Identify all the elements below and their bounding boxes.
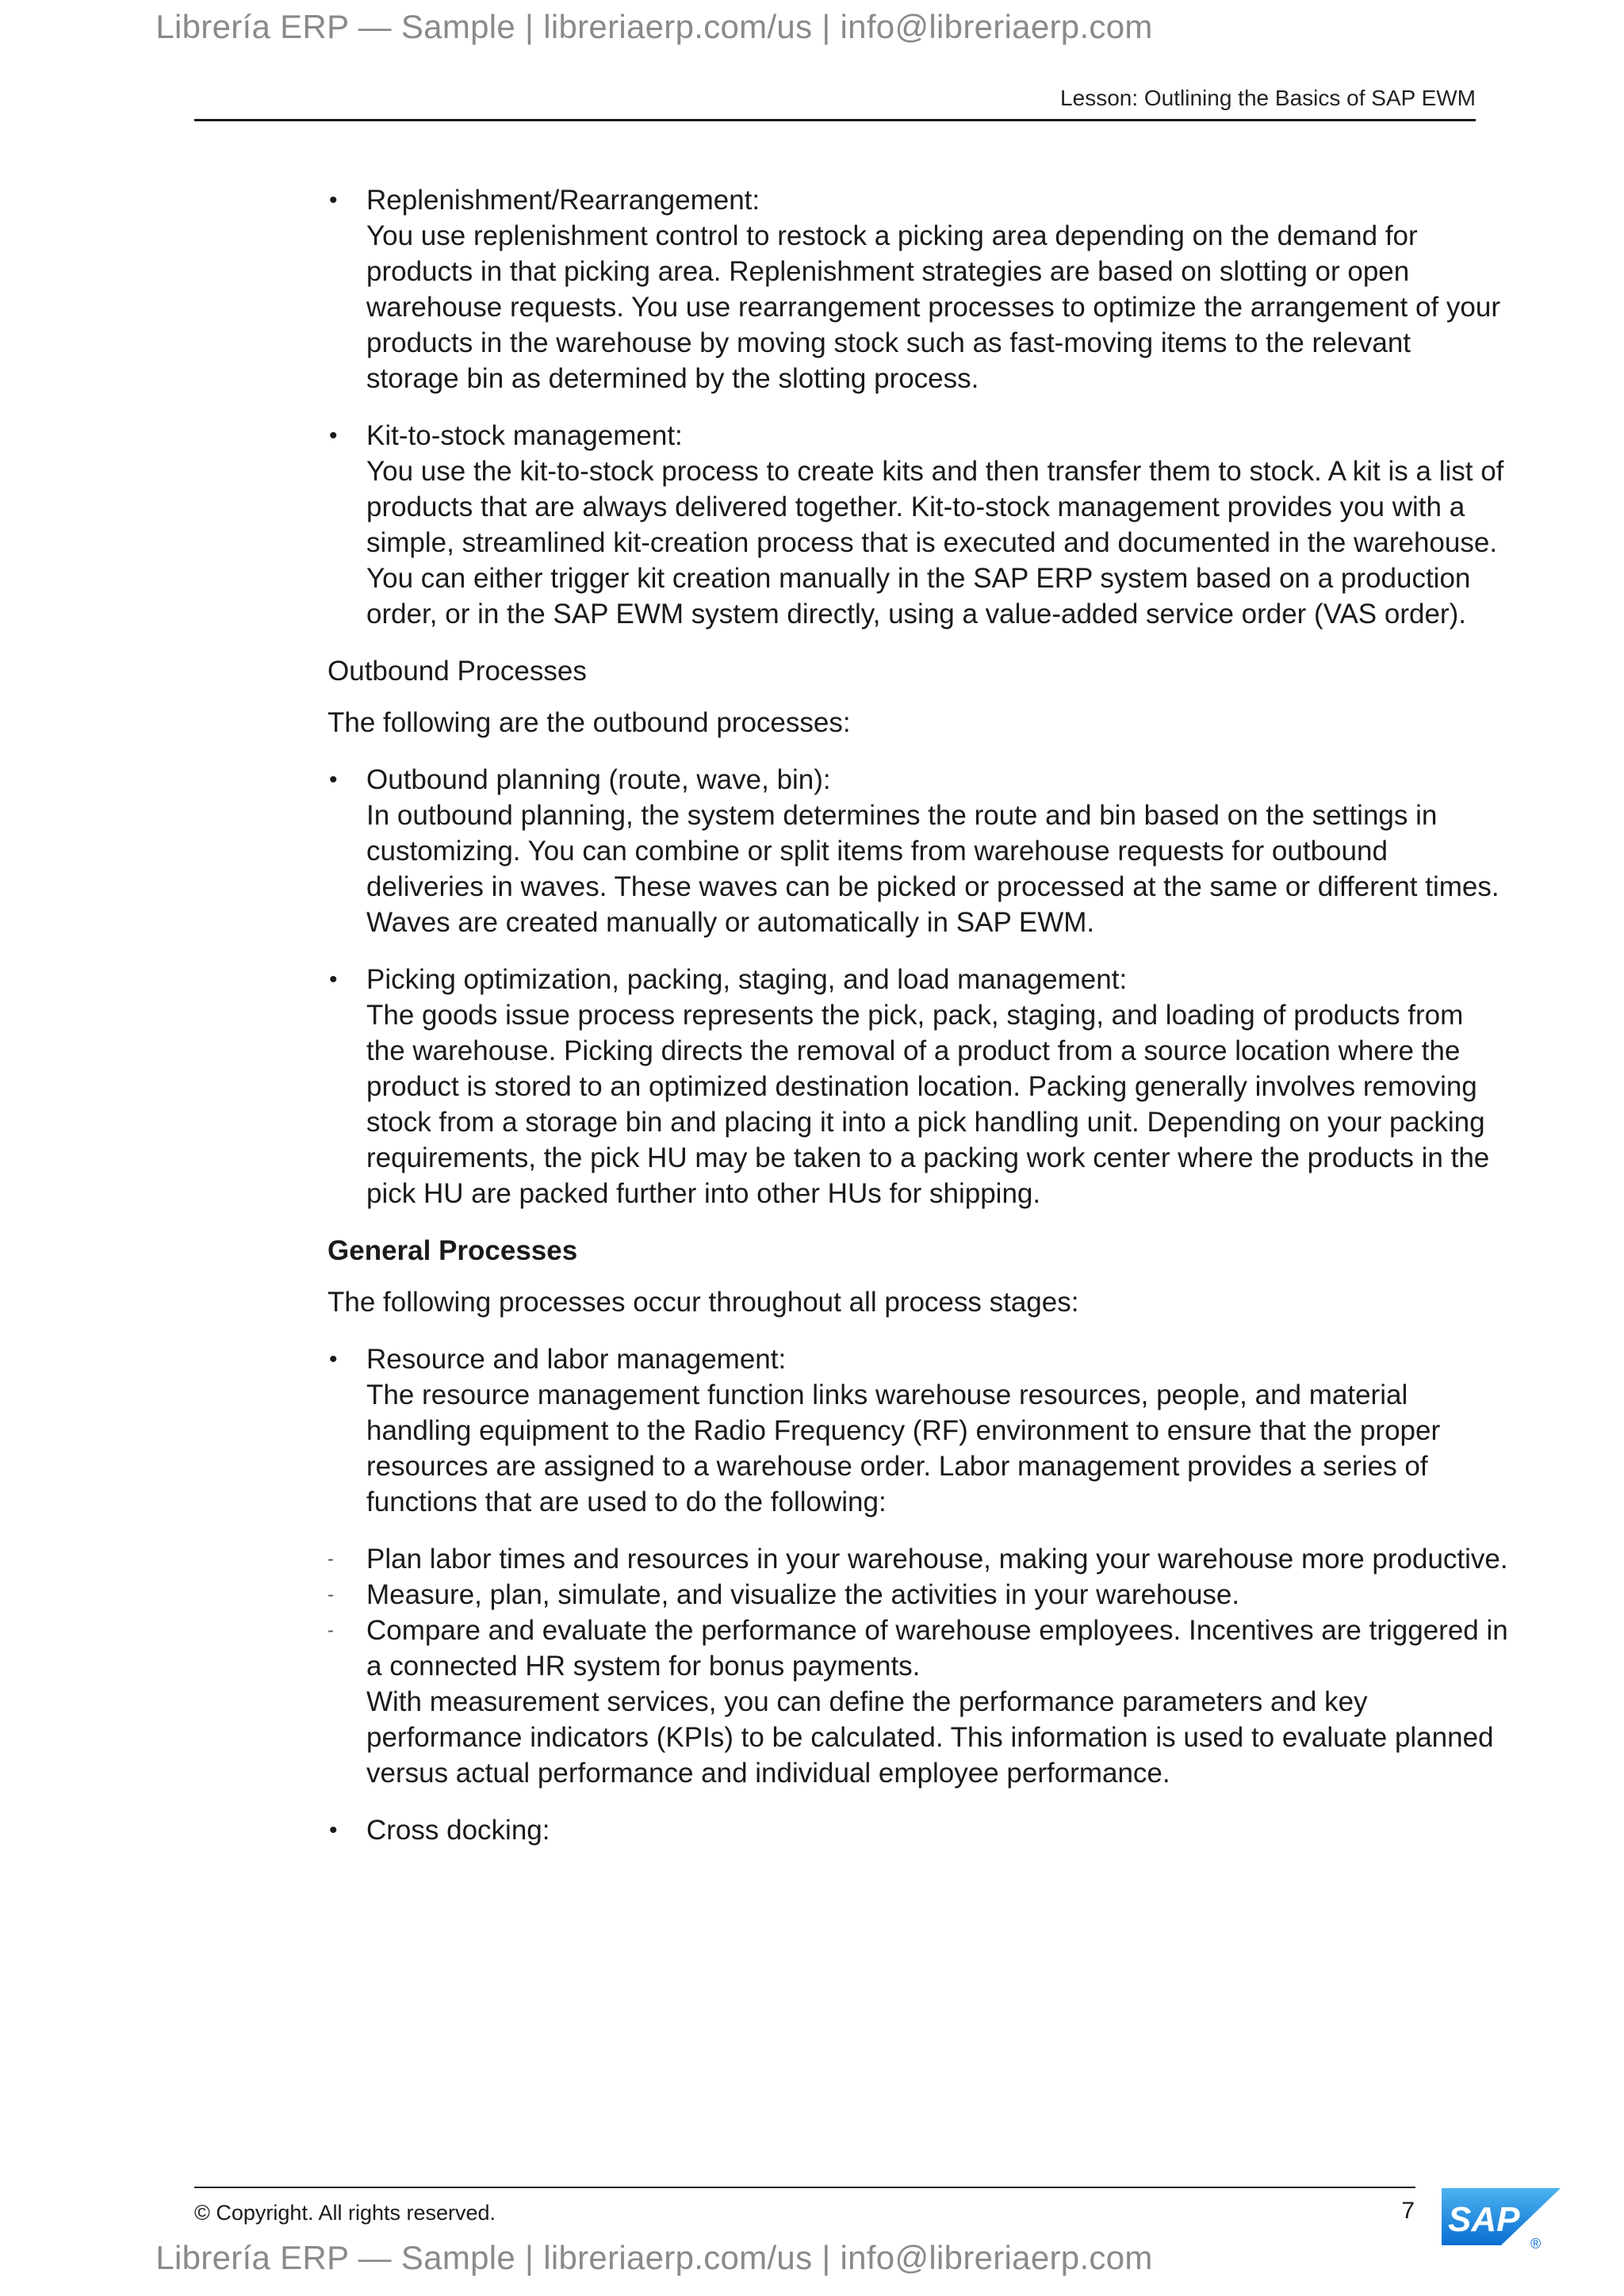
replenishment-body: You use replenishment control to restock a picking area depending on the demand for products in that picking area. Replenishment strategies are based on slotting or open warehouse requests. You use rearrangement processes to optimize the arrangement of your products in the warehouse by moving stock such as fast-moving items to the relevant storage bin as determined by the slotting process. — [366, 220, 1500, 394]
footer-rule — [194, 2187, 1415, 2188]
watermark-top: Librería ERP — Sample | libreriaerp.com/us | info@libreriaerp.com — [155, 8, 1153, 45]
copyright-notice: © Copyright. All rights reserved. — [194, 2201, 496, 2225]
header-rule — [194, 119, 1476, 121]
sap-logo-registered: ® — [1530, 2236, 1542, 2250]
page-content — [327, 182, 1509, 1848]
bullet-kit-to-stock: • Kit-to-stock management: — [327, 418, 1509, 453]
sap-logo-icon — [1442, 2188, 1561, 2250]
outbound-processes-intro: The following are the outbound processes: — [327, 707, 851, 738]
outbound-processes-heading: Outbound Processes — [327, 656, 587, 687]
general-processes-intro: The following processes occur throughout all process stages: — [327, 1287, 1079, 1318]
sap-logo-text: SAP — [1448, 2200, 1520, 2239]
page-number: 7 — [1401, 2198, 1415, 2224]
resource-labor-body: The resource management function links warehouse resources, people, and material handling equipment to the Radio Frequency (RF) environment to ensure that the proper resources are assigned to a warehouse order. Labor management provides a series of functions that are used to do the following: — [366, 1380, 1441, 1517]
general-processes-heading: General Processes — [327, 1235, 578, 1266]
sub-bullet-compare-evaluate: - Compare and evaluate the performance of warehouse employees. Incentives are triggered in a connected HR system for bonus payments. — [327, 1613, 1509, 1684]
sub-bullet-plan-labor: - Plan labor times and resources in your warehouse, making your warehouse more productive. — [327, 1541, 1509, 1577]
sub-bullet-measure-plan: - Measure, plan, simulate, and visualize the activities in your warehouse. — [327, 1577, 1509, 1613]
bullet-cross-docking: • Cross docking: — [327, 1812, 1509, 1848]
outbound-planning-body: In outbound planning, the system determines the route and bin based on the settings in customizing. You can combine or split items from warehouse requests for outbound deliveries in waves. These waves can be picked or processed at the same or different times. Waves are created manually or automatically in SAP EWM. — [366, 800, 1500, 938]
bullet-resource-labor: • Resource and labor management: — [327, 1341, 1509, 1377]
watermark-bottom: Librería ERP — Sample | libreriaerp.com/us | info@libreriaerp.com — [155, 2239, 1153, 2276]
running-header: Lesson: Outlining the Basics of SAP EWM — [1060, 86, 1476, 110]
bullet-picking-optimization: • Picking optimization, packing, staging, and load management: — [327, 962, 1509, 997]
measurement-services-body: With measurement services, you can define the performance parameters and key performance indicators (KPIs) to be calculated. This information is used to evaluate planned versus actual performance and individual employee performance. — [366, 1686, 1494, 1789]
bullet-outbound-planning: • Outbound planning (route, wave, bin): — [327, 762, 1509, 798]
kit-to-stock-body: You use the kit-to-stock process to create kits and then transfer them to stock. A kit is a list of products that are always delivered together. Kit-to-stock management provides you with a simple, streamlined kit-creation process that is executed and documented in the warehouse. You can either trigger kit creation manually in the SAP ERP system based on a production order, or in the SAP EWM system directly, using a value-added service order (VAS order). — [366, 456, 1504, 629]
bullet-replenishment: • Replenishment/Rearrangement: — [327, 182, 1509, 218]
picking-optimization-body: The goods issue process represents the pick, pack, staging, and loading of products from the warehouse. Picking directs the removal of a product from a source location where the product is stored to an optimized destination location. Packing generally involves removing stock from a storage bin and placing it into a pick handling unit. Depending on your packing requirements, the pick HU may be taken to a packing work center where the products in the pick HU are packed further into other HUs for shipping. — [366, 1000, 1490, 1209]
